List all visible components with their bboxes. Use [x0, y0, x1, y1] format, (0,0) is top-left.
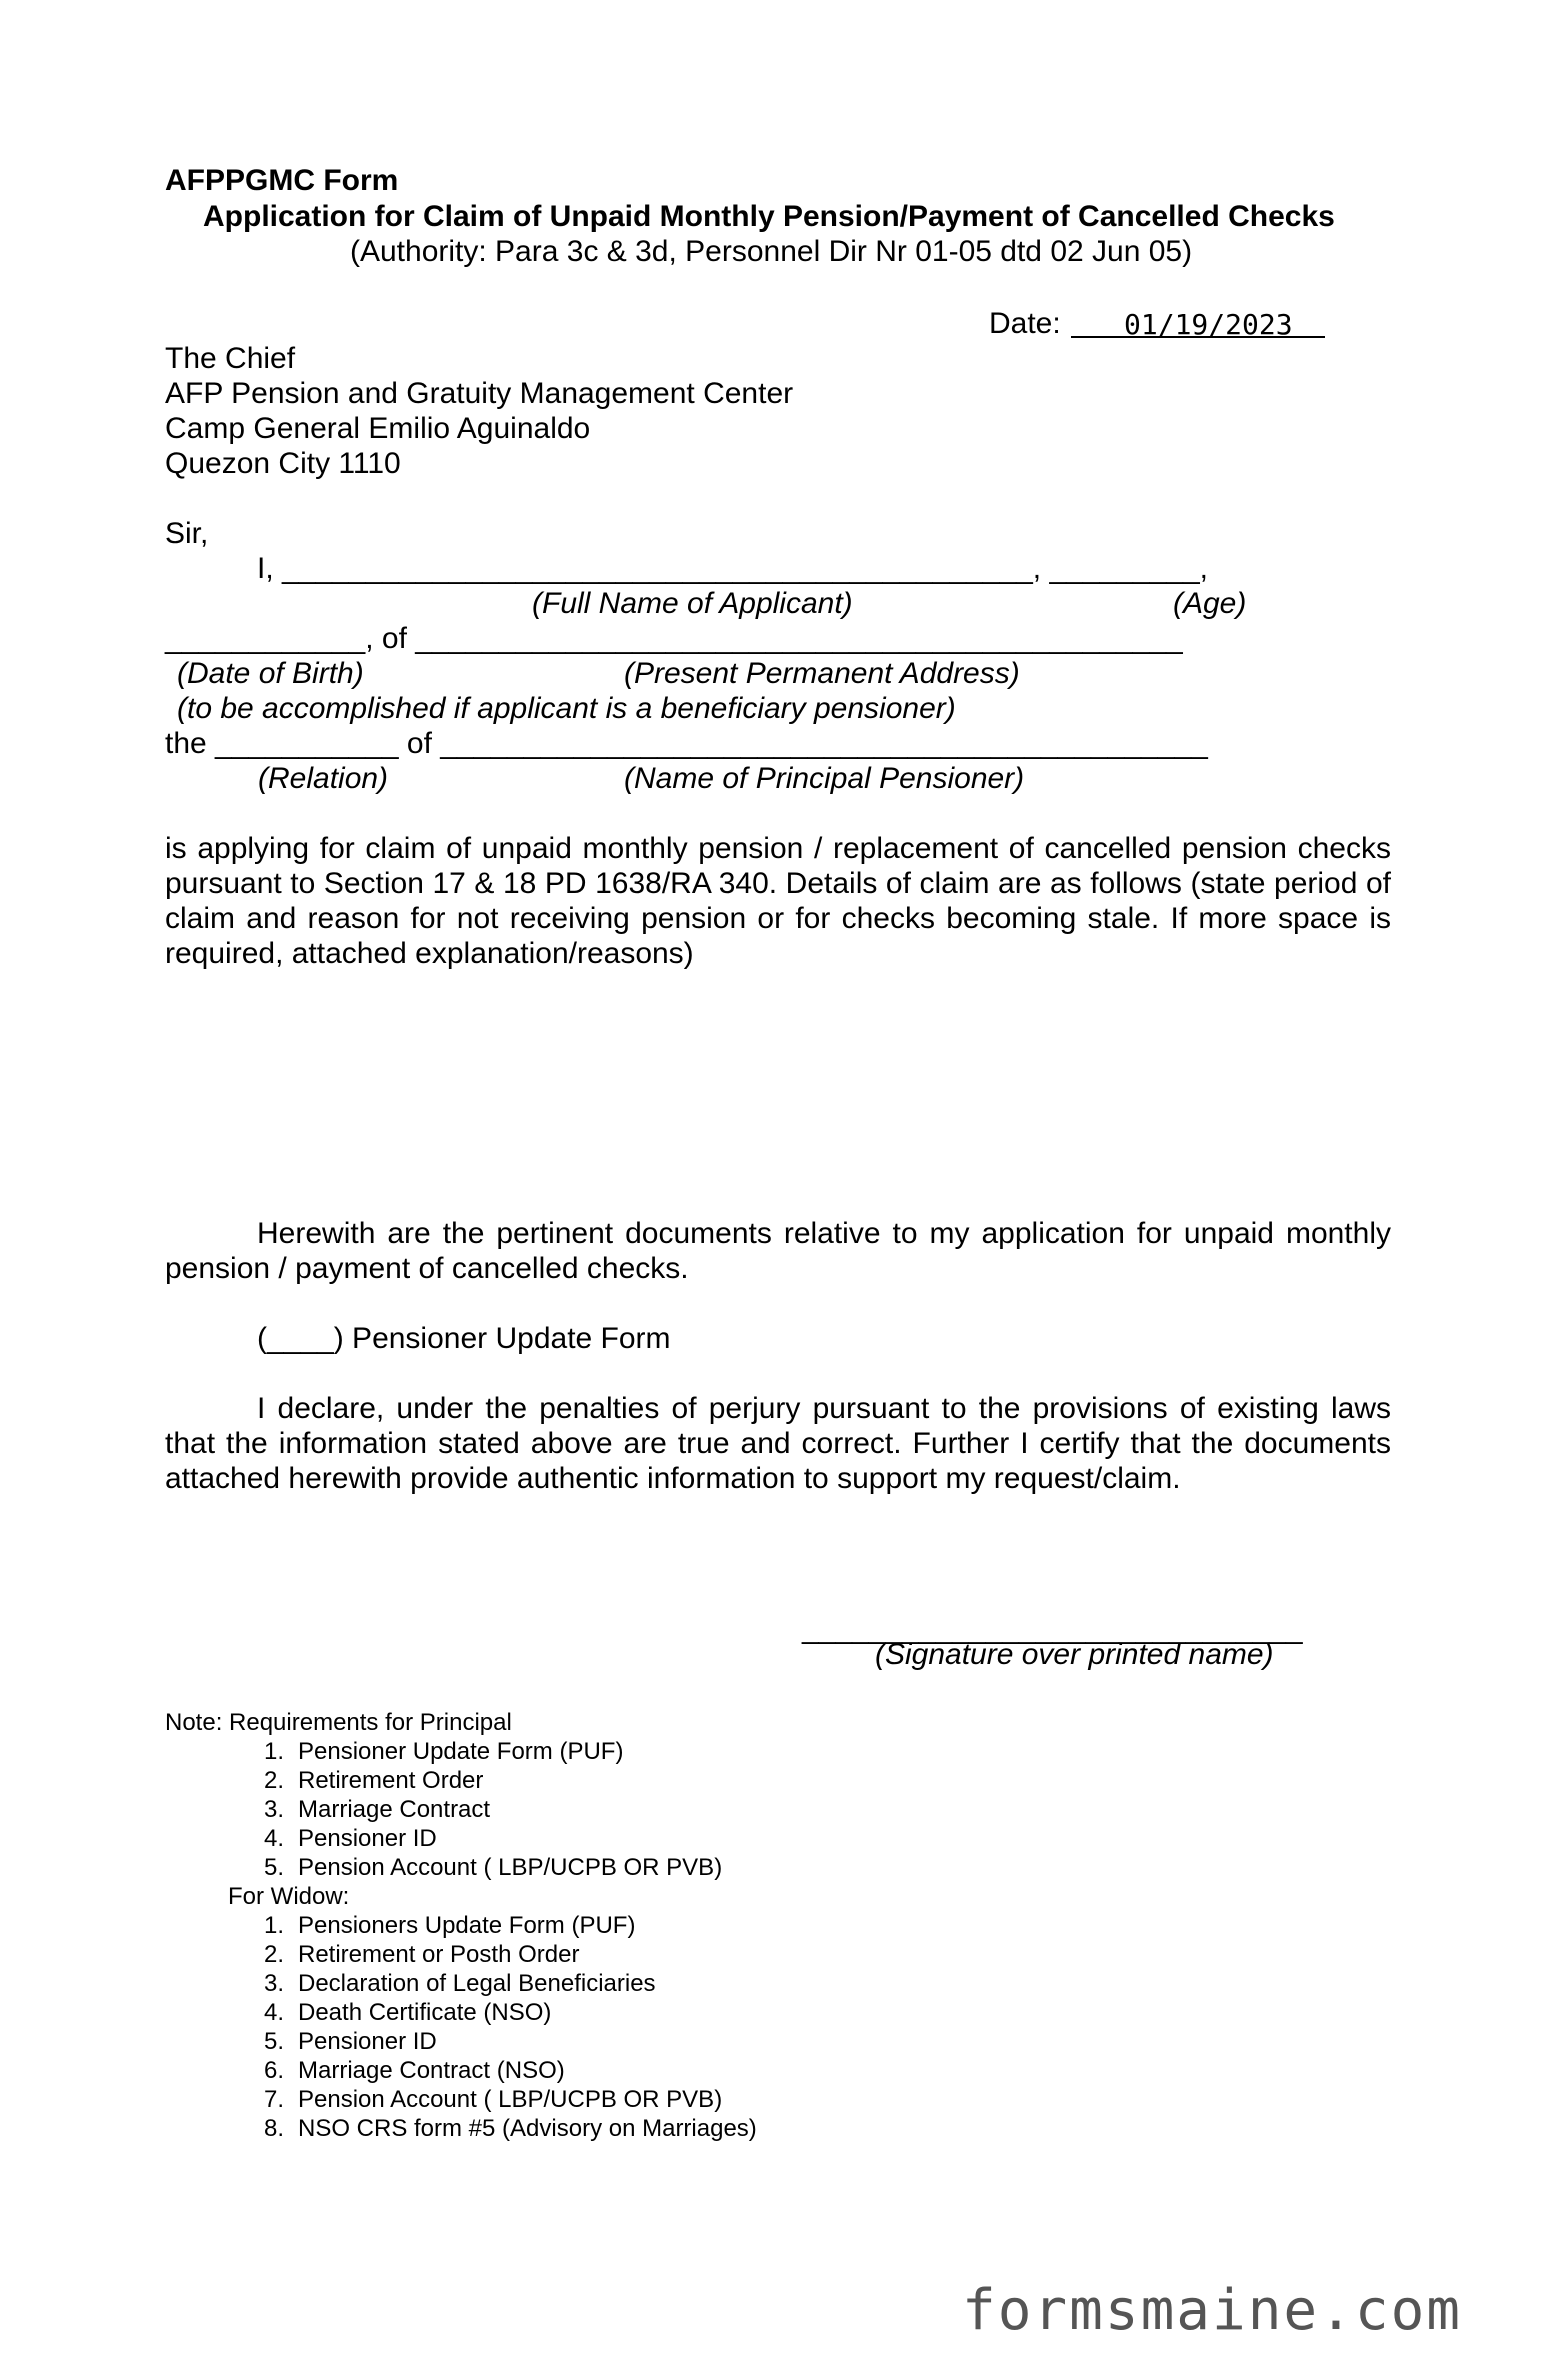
form-title: Application for Claim of Unpaid Monthly Pension/Payment of Cancelled Checks — [203, 200, 1335, 233]
widow-requirements-heading: For Widow: — [228, 1883, 350, 1910]
signature-label: (Signature over printed name) — [875, 1638, 1274, 1671]
address-label: (Present Permanent Address) — [624, 657, 1020, 690]
list-item: 4. Death Certificate (NSO) — [263, 1999, 552, 2026]
claim-paragraph: is applying for claim of unpaid monthly pension / replacement of cancelled pension checks pursuant to Section 17 & 18 PD 1638/RA 340. Details of claim are as follows (state period of claim and reason for not receiving pension or for checks becoming stale. If more space is required, attached explanation/reasons) — [165, 832, 1391, 970]
form-authority: (Authority: Para 3c & 3d, Personnel Dir Nr 01-05 dtd 02 Jun 05) — [350, 235, 1193, 268]
addressee-line-2: AFP Pension and Gratuity Management Center — [165, 377, 794, 410]
list-item: 1. Pensioners Update Form (PUF) — [263, 1912, 636, 1939]
form-code: AFPPGMC Form — [165, 164, 399, 197]
list-item: 6. Marriage Contract (NSO) — [263, 2057, 565, 2084]
date-label: Date: — [989, 307, 1061, 340]
list-item: 2. Retirement or Posth Order — [263, 1941, 580, 1968]
list-item: 5. Pension Account ( LBP/UCPB OR PVB) — [263, 1854, 723, 1881]
principal-requirements-heading: Note: Requirements for Principal — [165, 1709, 512, 1736]
list-item: 8. NSO CRS form #5 (Advisory on Marriages) — [263, 2115, 757, 2142]
full-name-label: (Full Name of Applicant) — [532, 587, 853, 620]
date-value[interactable]: 01/19/2023 — [1124, 308, 1293, 341]
list-item: 2. Retirement Order — [263, 1767, 484, 1794]
pensioner-update-form-item[interactable]: (____) Pensioner Update Form — [257, 1322, 671, 1355]
principal-label: (Name of Principal Pensioner) — [624, 762, 1025, 795]
list-item: 7. Pension Account ( LBP/UCPB OR PVB) — [263, 2086, 723, 2113]
dob-address-line[interactable]: ____________, of ______________________________________________ — [165, 622, 1183, 655]
dob-label: (Date of Birth) — [177, 657, 364, 690]
documents-paragraph: Herewith are the pertinent documents relative to my application for unpaid monthly pension / payment of cancelled checks. — [165, 1217, 1391, 1285]
relation-label: (Relation) — [258, 762, 389, 795]
signature-line[interactable]: ______________________________ — [802, 1612, 1303, 1645]
list-item: 5. Pensioner ID — [263, 2028, 437, 2055]
addressee-line-1: The Chief — [165, 342, 296, 375]
list-item: 3. Marriage Contract — [263, 1796, 491, 1823]
salutation: Sir, — [165, 517, 209, 550]
declaration-paragraph: I declare, under the penalties of perjury pursuant to the provisions of existing laws that the information stated above are true and correct. Further I certify that the documents attached herewith provide authentic information to support my request/claim. — [165, 1392, 1391, 1495]
list-item: 3. Declaration of Legal Beneficiaries — [263, 1970, 656, 1997]
beneficiary-note: (to be accomplished if applicant is a beneficiary pensioner) — [177, 692, 956, 725]
list-item: 4. Pensioner ID — [263, 1825, 437, 1852]
applicant-name-age-line[interactable]: I, _____________________________________________, _________, — [257, 552, 1208, 585]
watermark: formsmaine.com — [962, 2278, 1463, 2343]
addressee-line-3: Camp General Emilio Aguinaldo — [165, 412, 591, 445]
addressee-line-4: Quezon City 1110 — [165, 447, 401, 480]
relation-principal-line[interactable]: the ___________ of ______________________________________________ — [165, 727, 1208, 760]
age-label: (Age) — [1173, 587, 1247, 620]
list-item: 1. Pensioner Update Form (PUF) — [263, 1738, 624, 1765]
